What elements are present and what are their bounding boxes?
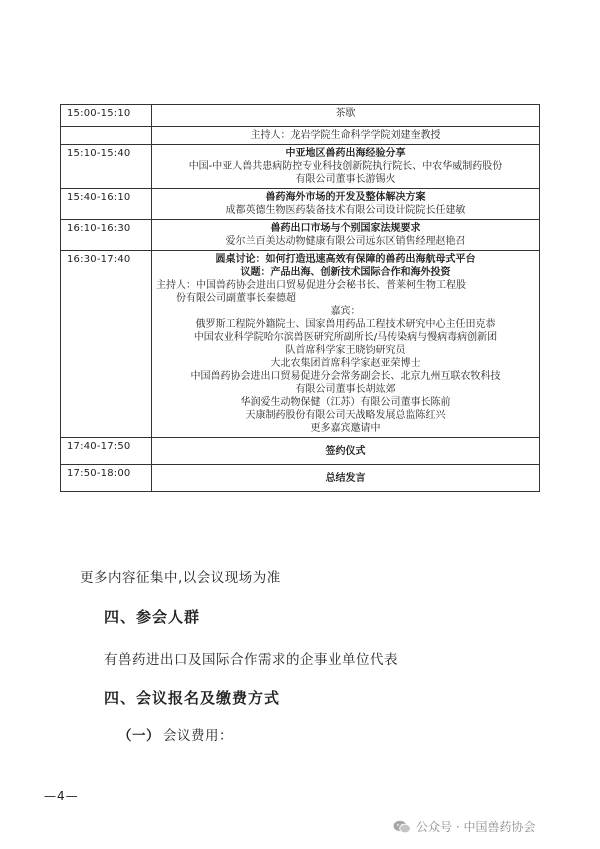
host-line: 主持人：中国兽药协会进出口贸易促进分会秘书长、普莱柯生物工程股 — [156, 280, 466, 291]
session-title: 兽药海外市场的开发及整体解决方案 — [265, 192, 426, 203]
agenda-time: 15:10-15:40 — [61, 145, 152, 189]
agenda-row — [61, 189, 540, 220]
agenda-row — [61, 251, 540, 438]
agenda-row — [61, 465, 540, 492]
guest-line: 华润爱生动物保健（江苏）有限公司董事长陈前 — [240, 397, 451, 408]
agenda-time: 16:30-17:40 — [61, 251, 152, 438]
agenda-table — [60, 104, 540, 492]
agenda-session — [152, 220, 540, 251]
watermark-text: 公众号 · 中国兽药协会 — [416, 820, 536, 834]
subsection-number: （一） — [118, 728, 160, 744]
session-title: 兽药出口市场与个别国家法规要求 — [270, 223, 421, 234]
guest-line: 队首席科学家王晓钧研究员 — [285, 345, 406, 356]
agenda-time: 17:50-18:00 — [61, 465, 152, 492]
session-title: 茶歇 — [335, 108, 356, 119]
wechat-icon — [393, 820, 411, 834]
session-title: 中亚地区兽药出海经验分享 — [285, 148, 406, 159]
agenda-row — [61, 127, 540, 145]
subsection-label: 会议费用： — [163, 728, 233, 744]
content-note: 更多内容征集中,以会议现场为准 — [80, 570, 281, 586]
speaker-line: 中国-中亚人兽共患病防控专业科技创新院执行院长、中农华威制药股份 — [188, 161, 503, 172]
guest-line: 有限公司董事长胡竑郊 — [295, 384, 396, 395]
speaker-line: 成都英德生物医药装备技术有限公司设计院院长任建敏 — [225, 205, 466, 216]
agenda-time: 16:10-16:30 — [61, 220, 152, 251]
watermark — [393, 818, 535, 835]
agenda-time: 17:40-17:50 — [61, 438, 152, 465]
guest-line: 中国兽药协会进出口贸易促进分会常务副会长、北京九州互联农牧科技 — [190, 371, 501, 382]
session-title: 总结发言 — [325, 472, 366, 484]
agenda-row — [61, 105, 540, 127]
host-line: 份有限公司副董事长秦德超 — [176, 293, 296, 304]
section-heading-participants: 四、参会人群 — [104, 608, 201, 626]
agenda-row — [61, 145, 540, 189]
participants-text: 有兽药进出口及国际合作需求的企事业单位代表 — [104, 652, 398, 668]
session-title: 圆桌讨论：如何打造迅速高效有保障的兽药出海航母式平台 — [215, 254, 476, 265]
agenda-session — [152, 189, 540, 220]
section-heading-registration: 四、会议报名及缴费方式 — [104, 689, 281, 707]
agenda-time: 15:40-16:10 — [61, 189, 152, 220]
speaker-line: 爱尔兰百美达动物健康有限公司远东区销售经理赵艳召 — [225, 236, 466, 247]
host-line: 主持人：龙岩学院生命科学学院刘建奎教授 — [250, 130, 441, 141]
agenda-row — [61, 438, 540, 465]
guest-line: 中国农业科学院哈尔滨兽医研究所副所长/马传染病与慢病毒病创新团 — [193, 332, 498, 343]
speaker-line: 有限公司董事长游锡火 — [295, 174, 396, 185]
agenda-session — [152, 105, 540, 127]
agenda-session — [152, 145, 540, 189]
agenda-host — [152, 127, 540, 145]
guest-line: 天康制药股份有限公司天战略发展总监陈红兴 — [245, 410, 446, 421]
session-title: 签约仪式 — [325, 445, 366, 457]
agenda-roundtable — [152, 251, 540, 438]
guest-line: 更多嘉宾邀请中 — [310, 423, 381, 434]
page-number: —4— — [44, 789, 79, 803]
guest-line: 大北农集团首席科学家赵亚荣博士 — [270, 358, 421, 369]
agenda-time: 15:00-15:10 — [61, 105, 152, 127]
agenda-row — [61, 220, 540, 251]
agenda-time-empty — [61, 127, 152, 145]
agenda-session — [152, 465, 540, 492]
session-subtitle: 议题：产品出海、创新技术国际合作和海外投资 — [240, 267, 451, 278]
guest-line: 俄罗斯工程院外籍院士、国家兽用药品工程技术研究中心主任田克恭 — [195, 319, 496, 330]
guests-label: 嘉宾： — [330, 306, 361, 317]
agenda-session — [152, 438, 540, 465]
